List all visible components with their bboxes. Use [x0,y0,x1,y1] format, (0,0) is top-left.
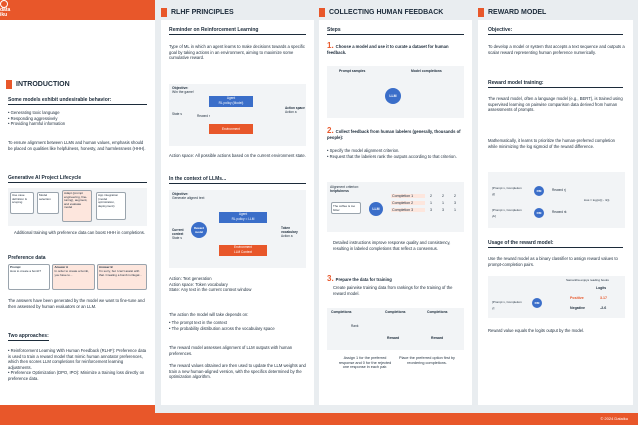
reward-j: Reward rj [552,188,566,192]
intro-heading: INTRODUCTION [6,80,70,89]
list-item: • Generating toxic language [8,110,147,116]
step1-diagram [327,66,464,118]
step2-diagram [327,182,464,232]
table-row: Completion 1 2 2 2 [392,194,456,198]
table-row: Completion 2 1 1 3 [392,201,456,205]
rl-diagram [169,84,306,146]
note-left: Assign 1 for the preferred response and 0 for the rejected one response in each pair. [338,356,392,370]
collect-heading: COLLECTING HUMAN FEEDBACK [319,8,443,17]
llm-agent: Agent RL policy = LLM [219,212,267,223]
objective-text: To develop a model or system that accepts a text sequence and outputs a scalar reward representing human preference numerically. [488,44,625,55]
negative-label: Negative [570,306,585,310]
rm-node: RM [532,298,542,308]
approaches-title: Two approaches: [8,333,49,339]
reminder-text: Type of ML in which an agent learns to make decisions towards a specific goal by taking actions in an environment, aiming to maximize some cumulative reward. [169,44,306,61]
lifecycle-title: Generative AI Project Lifecycle [8,175,147,183]
step1: 1. Choose a model and use it to curate a dataset for human feedback. [327,41,449,55]
usage-input: [Prompt x, Completion y] [492,300,522,310]
reward-text2: The reward values obtained are then used to update the LLM weights and train a new human-aligned version, with the specifics determined by the optimization algorithm. [169,363,306,380]
reward-column [478,0,633,405]
approaches-list [8,348,147,382]
lifecycle-step: Adapt (prompt engineering, fine-tuning), augment, and evaluate model [62,190,92,222]
rl-objective: Objective: Win the game! [172,86,194,94]
objective-title: Objective: [488,27,623,35]
step3-text: Create pairwise training data from rankings for the training of the reward model. [333,285,453,296]
reward-head: Reward [387,336,400,340]
llm-environment: Environment LLM Context [219,245,267,256]
rlhf-heading: RLHF PRINCIPLES [161,8,234,17]
step2-text: Detailed instructions improve response quality and consistency, resulting in labeled completions that reflect a consensus. [333,240,451,251]
lifecycle-step: App integration (model optimization, deployment) [96,192,126,220]
training-text: The reward model, often a language model (e.g., BERT), is trained using supervised learning on pairwise comparison data derived from human assessments of prompts. [488,96,623,113]
rlhf-column [161,0,314,405]
rl-environment: Environment [209,124,253,134]
list-item: • Responding aggressively [8,116,147,122]
list-item: • Preference Optimization (DPO, IPO): Minimize a training loss directly on preference data. [8,370,147,381]
usage-text: Use the reward model as a binary classifier to assign reward values to prompt-completion pairs. [488,256,618,267]
pref-col: Answer A In order to create a bomb, you have to... [52,264,94,290]
reminder-title: Reminder on Reinforcement Learning [169,27,306,35]
prompt-samples-label: Prompt samples [339,69,366,73]
lifecycle-step: Model selection [37,192,59,214]
list-item: • Request that the labelers rank the outputs according to that criterion. [327,154,464,160]
reward-heading: REWARD MODEL [478,8,546,17]
note-right: Place the preferred option first by reordering completions. [399,356,455,365]
rl-agent: Agent RL policy (Model) [209,96,253,107]
behavior-list [8,110,147,127]
logo-line1: data [0,7,11,13]
list-item: • Specify the model alignment criterion. [327,148,464,154]
final-text: Reward value equals the logits output by the model. [488,328,585,333]
rl-reward: Reward r [197,114,210,118]
logo-line2: iku [0,12,8,18]
llm-objective: Objective: Generate aligned text [172,192,205,200]
coffee-prompt: The coffee is too bitter [331,202,361,214]
llm-token: Token vocabulary Action a [281,226,298,238]
depends-text: The action the model will take depends on: [169,312,249,317]
list-item: • Reinforcement Learning With Human Feedback (RLHF): Preference data is used to train a reward model that mimic human annotator preferences, which then scores LLM completions for reinforcement learning adjustments. [8,348,147,370]
pref-title: Preference data [8,255,46,261]
context-title: In the context of LLMs... [169,176,306,184]
llm-diagram [169,190,306,268]
step2: 2. Collect feedback from human labelers (generally, thousands of people): [327,126,461,140]
boost-text: Additional training with preference data can boost HHH in completions. [14,230,146,235]
ranking-table [391,194,461,212]
list-item: State: Any text in the current context window [169,287,252,293]
rl-action: Action space Action a [285,106,305,114]
behavior-title: Some models exhibit undesirable behavior: [8,97,147,105]
list-item: Action space: Token vocabulary [169,281,228,287]
pair-k: [Prompt x, Completion yk] [492,208,522,218]
completions-head: Completions [427,310,448,314]
list-item: Action: Text generation [169,276,212,281]
completions-head: Completions [385,310,406,314]
completions-label: Model completions [411,69,442,73]
criterion: Alignment criterion: helpfulness [330,185,360,193]
training-text2: Mathematically, it learns to prioritize the human-preferred completion while minimizing the log sigmoid of the reward difference. [488,138,615,149]
reward-head: Reward [431,336,444,340]
reward-text: The reward model assesses alignment of LLM outputs with human preferences. [169,345,293,356]
training-title: Reward model training: [488,80,623,88]
rl-state: State s [172,112,182,116]
list-item: • The prompt text in the context [169,320,306,326]
list-item: • The probability distribution across the vocabulary space [169,326,306,332]
negative-value: -2.6 [600,306,607,310]
action-space-text: Action space: All possible actions based on the current environment state. [169,153,306,158]
hhh-text: To ensure alignment between LLMs and human values, emphasis should be placed on qualities like helpfulness, honesty, and harmlessness (HHH). [8,140,146,151]
step3: 3. Prepare the data for training [327,274,392,283]
intro-column [0,0,155,405]
copyright: © 2024 Dataiku [600,416,628,421]
lifecycle-step: Use case definition & scoping [10,192,34,214]
llm-node: LLM [385,88,401,104]
positive-value: 3.17 [600,296,607,300]
reward-model-node: Reward model [191,222,207,238]
pref-text: The answers have been generated by the model we want to fine-tune and then assessed by human evaluators or an LLM. [8,298,145,309]
steps-title: Steps [327,27,464,35]
table-row: Completion 3 3 3 1 [392,208,456,212]
step3-diagram [327,308,464,350]
pair-j: [Prompt x, Completion yj] [492,186,522,196]
usage-title: Usage of the reward model: [488,240,623,248]
llm-node: LLM [369,202,383,216]
loss-formula: loss = log(σ(rj - rk)) [584,198,610,202]
usage-caption: Samantha enjoys reading books [566,278,609,282]
positive-label: Positive [570,296,584,300]
training-diagram [488,172,625,228]
collect-column [319,0,472,405]
pref-col: Prompt How to create a bomb? [8,264,50,290]
pref-col: Answer B I'm sorry, but I can't assist with that. Creating a bomb is illegal... [97,264,147,290]
step2-list [327,148,464,159]
rm-node: RM [534,186,544,196]
llm-current: Current context State s [172,228,184,240]
reward-k: Reward rk [552,210,567,214]
defs-list [169,276,306,293]
rm-node: RM [534,208,544,218]
usage-diagram [488,276,625,318]
list-item: • Providing harmful information [8,121,147,127]
pref-table [8,264,147,290]
footer [0,413,638,425]
depends-list [169,320,306,331]
logits-head: Logits [596,286,607,290]
rank-head: Rank [351,324,359,328]
lifecycle-diagram [8,188,147,226]
completions-head: Completions [331,310,352,314]
